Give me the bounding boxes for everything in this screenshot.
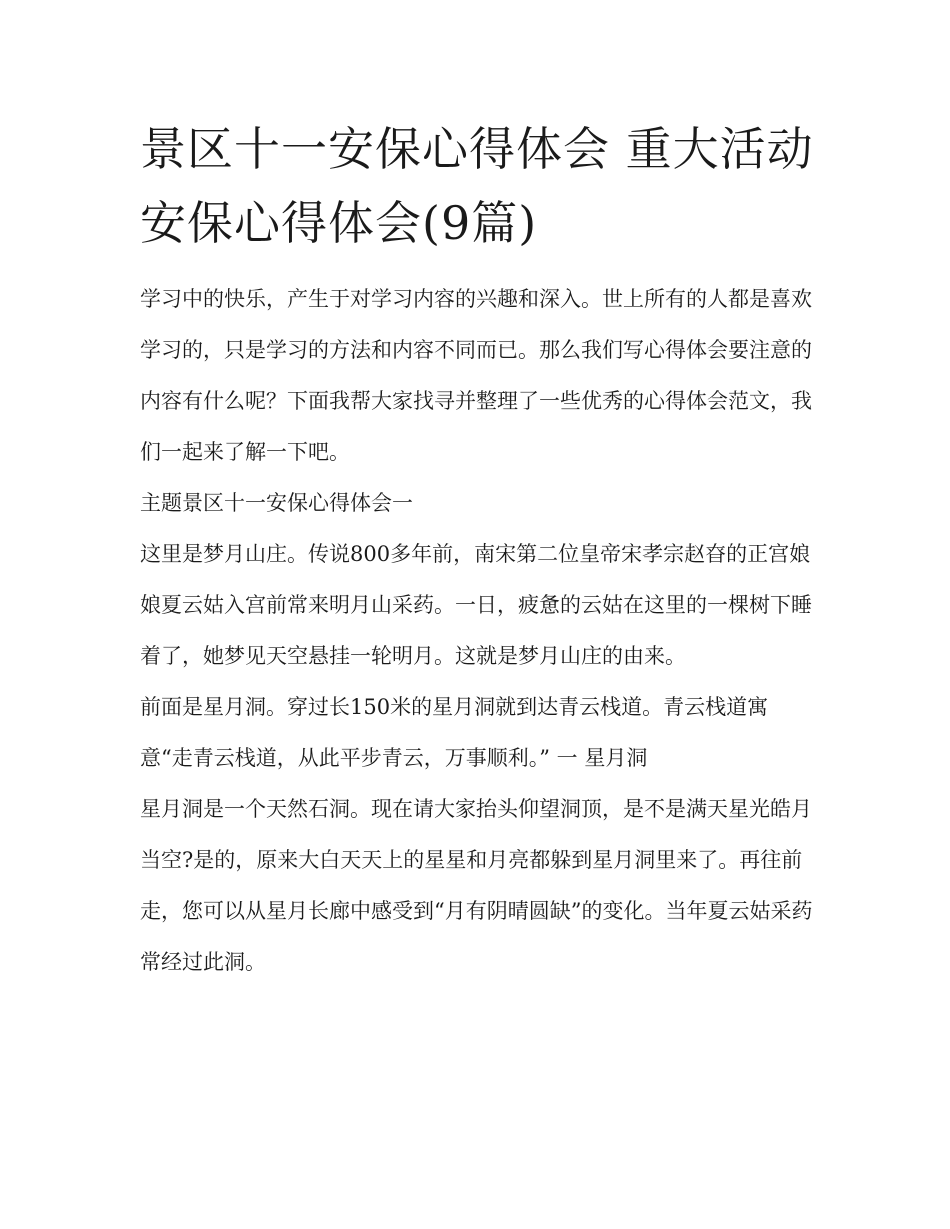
body-paragraph: 前面是星月洞。穿过长150米的星月洞就到达青云栈道。青云栈道寓意“走青云栈道，从此平步青云，万事顺利。” 一 星月洞 — [140, 695, 769, 770]
document-page — [140, 112, 820, 988]
section-heading: 主题景区十一安保心得体会一 — [140, 491, 413, 515]
body-paragraph: 这里是梦月山庄。传说800多年前，南宋第二位皇帝宋孝宗赵昚的正宫娘娘夏云姑入宫前常来明月山采药。一日，疲惫的云姑在这里的一棵树下睡着了，她梦见天空悬挂一轮明月。这就是梦月山庄的由来。 — [140, 542, 812, 668]
body-paragraph: 星月洞是一个天然石洞。现在请大家抬头仰望洞顶，是不是满天星光皓月当空?是的，原来大白天天上的星星和月亮都躲到星月洞里来了。再往前走，您可以从星月长廊中感受到“月有阴晴圆缺”的变化。当年夏云姑采药常经过此洞。 — [140, 797, 813, 974]
intro-paragraph: 学习中的快乐，产生于对学习内容的兴趣和深入。世上所有的人都是喜欢学习的，只是学习的方法和内容不同而已。那么我们写心得体会要注意的内容有什么呢？下面我帮大家找寻并整理了一些优秀的心得体会范文，我们一起来了解一下吧。 — [140, 287, 812, 464]
document-title: 景区十一安保心得体会 重大活动安保心得体会(9篇) — [140, 122, 814, 250]
